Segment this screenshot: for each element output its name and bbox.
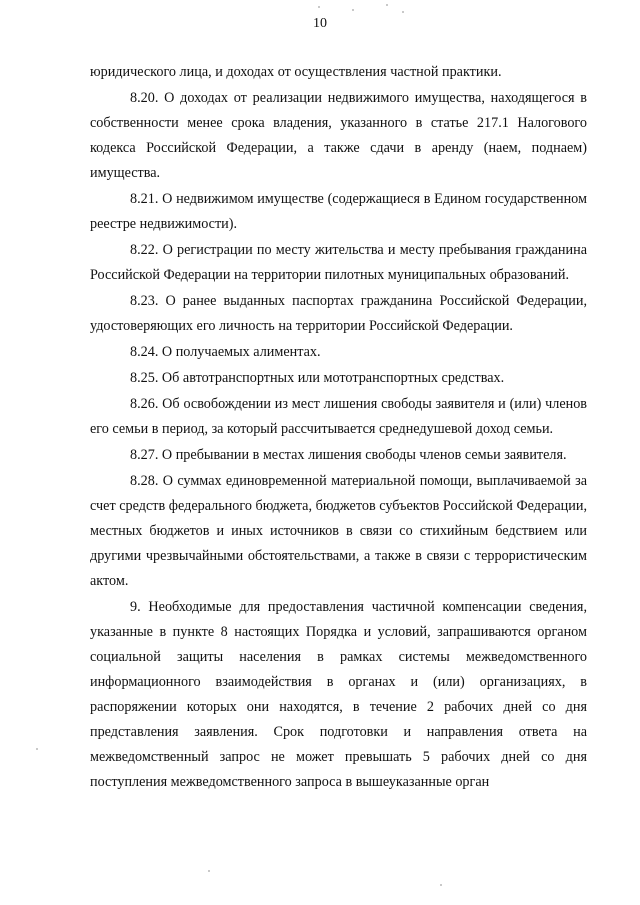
paragraph-continuation: юридического лица, и доходах от осуществления частной практики. [90, 64, 502, 80]
paragraph-8-24: 8.24. О получаемых алиментах. [130, 344, 321, 360]
scan-speck [208, 870, 210, 872]
paragraph-8-22: 8.22. О регистрации по месту жительства и месту пребывания гражданина Российской Федерации на территории пилотных муниципальных образований. [90, 242, 587, 283]
scan-speck [352, 9, 354, 11]
scan-speck [318, 6, 320, 8]
paragraph-8-23: 8.23. О ранее выданных паспортах гражданина Российской Федерации, удостоверяющих его личность на территории Российской Федерации. [90, 293, 587, 334]
scan-speck [402, 11, 404, 13]
paragraph-8-20: 8.20. О доходах от реализации недвижимого имущества, находящегося в собственности менее срока владения, указанного в статье 217.1 Налогового кодекса Российской Федерации, а также сдачи в аренду (наем, поднаем) имущества. [90, 90, 587, 181]
paragraph-8-28: 8.28. О суммах единовременной материальной помощи, выплачиваемой за счет средств федерального бюджета, бюджетов субъектов Российской Федерации, местных бюджетов и иных источников в связи со стихийным бедствием или другими чрезвычайными обстоятельствами, а также в связи с террористическим актом. [90, 473, 587, 589]
scan-speck [36, 748, 38, 750]
scan-speck [386, 4, 388, 6]
paragraph-8-21: 8.21. О недвижимом имуществе (содержащиеся в Едином государственном реестре недвижимости). [90, 191, 587, 232]
paragraph-8-25: 8.25. Об автотранспортных или мототранспортных средствах. [130, 370, 505, 386]
paragraph-9: 9. Необходимые для предоставления частичной компенсации сведения, указанные в пункте 8 настоящих Порядка и условий, запрашиваются органом социальной защиты населения в рамках системы межведомственного информационного взаимодействия в органах и (или) организациях, в распоряжении которых они находятся, в течение 2 рабочих дней со дня представления заявления. Срок подготовки и направления ответа на межведомственный запрос не может превышать 5 рабочих дней со дня поступления межведомственного запроса в вышеуказанные орган [90, 599, 587, 790]
page-number: 10 [313, 16, 327, 31]
paragraph-8-27: 8.27. О пребывании в местах лишения свободы членов семьи заявителя. [130, 447, 567, 463]
paragraph-8-26: 8.26. Об освобождении из мест лишения свободы заявителя и (или) членов его семьи в период, за который рассчитывается среднедушевой доход семьи. [90, 396, 587, 437]
document-body [90, 60, 587, 796]
scan-speck [440, 884, 442, 886]
